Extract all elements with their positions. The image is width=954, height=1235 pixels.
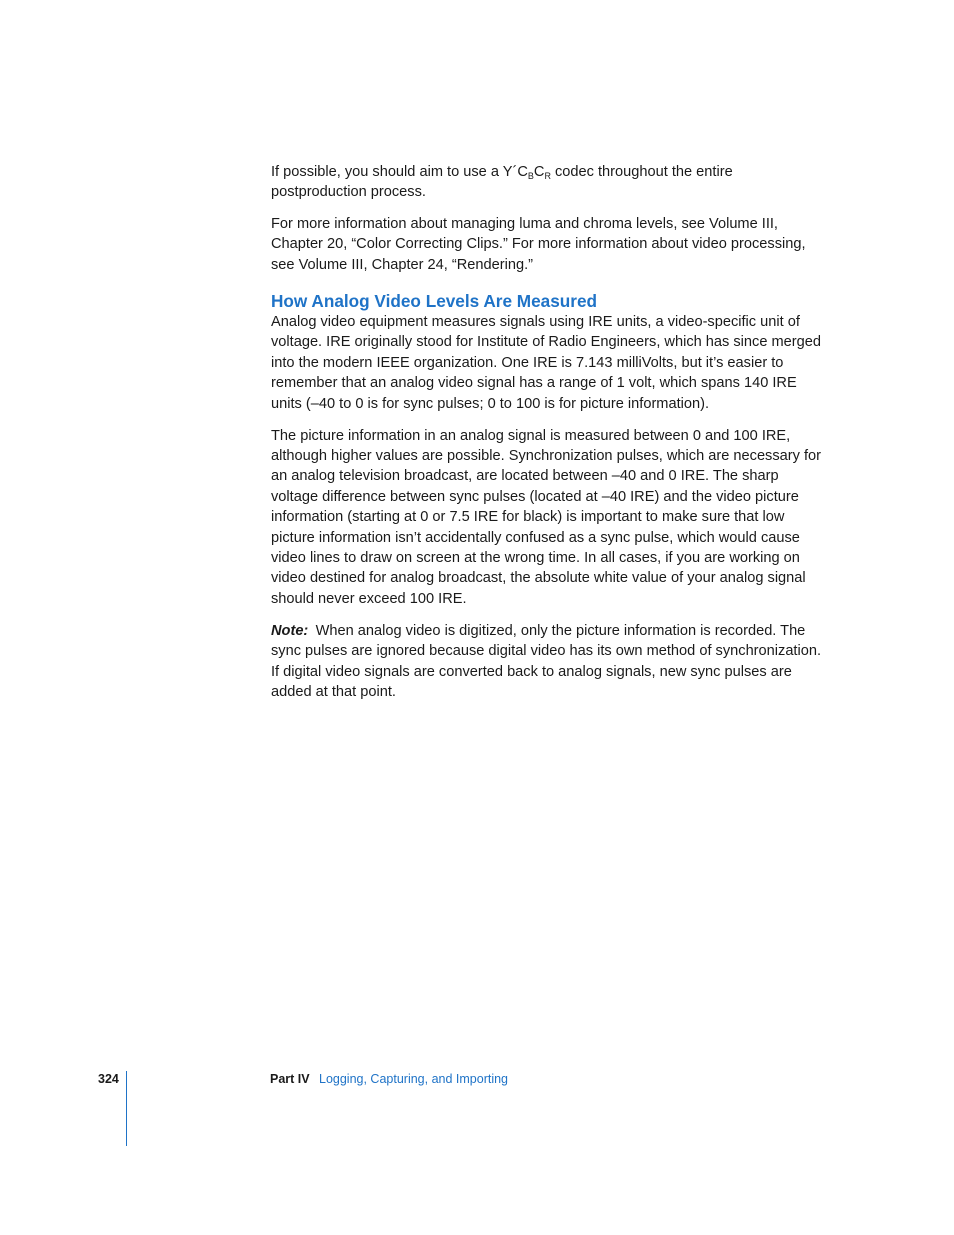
intro-text-end: codec throughout the entire postproduction process. (271, 164, 733, 201)
footer-divider (126, 1071, 127, 1146)
section-heading: How Analog Video Levels Are Measured (271, 291, 598, 312)
footer-part-label: Part IV (270, 1072, 310, 1086)
note-text: When analog video is digitized, only the picture information is recorded. The sync pulses are ignored because digital video has its own method of synchronization. If digital video signals are converted back to analog signals, new sync pulses are added at that point. (271, 622, 822, 700)
section-paragraph-1: Analog video equipment measures signals using IRE units, a video-specific unit of voltage. IRE originally stood for Institute of Radio Engineers, which has since merged into the modern IEEE organization. One IRE is 7.143 milliVolts, but it’s easier to remember that an analog video signal has a range of 1 volt, which spans 140 IRE units (–40 to 0 is for sync pulses; 0 to 100 is for picture information). (271, 314, 821, 412)
intro-text-c: C (533, 164, 545, 180)
footer-part-title: Logging, Capturing, and Importing (319, 1072, 509, 1086)
page-body (271, 162, 827, 714)
note-label: Note: (271, 622, 309, 639)
page-number: 324 (98, 1072, 119, 1086)
intro-text-start: If possible, you should aim to use a Y´C (271, 164, 528, 180)
subscript-b: B (527, 171, 534, 181)
intro-paragraph-1 (271, 162, 827, 203)
subscript-r: R (544, 171, 551, 181)
intro-paragraph-2: For more information about managing luma and chroma levels, see Volume III, Chapter 20, “Color Correcting Clips.” For more information about video processing, see Volume III, Chapter 24, “Rendering.” (271, 215, 806, 273)
note-paragraph (271, 621, 827, 703)
section-paragraph-2: The picture information in an analog signal is measured between 0 and 100 IRE, although higher values are possible. Synchronization pulses, which are necessary for an analog television broadcast, are located between –40 and 0 IRE. The sharp voltage difference between sync pulses (located at –40 IRE) and the video picture information (starting at 0 or 7.5 IRE for black) is important to make sure that low picture information isn’t accidentally confused as a sync pulse, which would cause video lines to draw on screen at the wrong time. In all cases, if you are working on video destined for analog broadcast, the absolute white value of your analog signal should never exceed 100 IRE. (271, 427, 822, 607)
